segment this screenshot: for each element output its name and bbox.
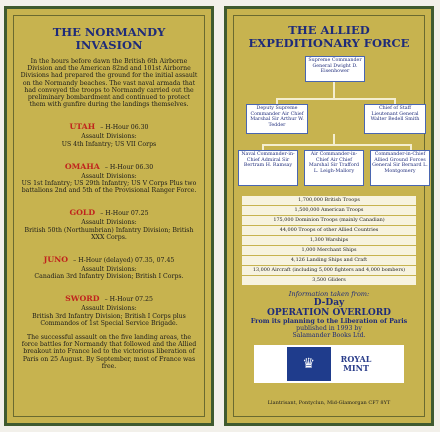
beach-omaha — [14, 154, 204, 195]
beach-hour: – H-Hour 06.30 — [104, 163, 154, 171]
logo-text-line-1: ROYAL — [340, 354, 372, 364]
info-publisher: Salamander Books Ltd. — [292, 332, 366, 339]
crown-crest-icon: ♛ — [287, 347, 331, 381]
beach-hour: – H-Hour 07.25 — [104, 296, 153, 304]
statistics-list — [234, 196, 424, 285]
info-subtitle: From its planning to the Liberation of Paris — [250, 317, 408, 325]
beach-sword — [14, 286, 204, 327]
stat-row: 175,000 Dominion Troops (mainly Canadian) — [242, 216, 416, 225]
right-title-line-1: THE ALLIED — [288, 23, 370, 37]
stat-row: 3,500 Gliders — [242, 276, 416, 285]
stat-row: 1,300 Warships — [242, 236, 416, 245]
org-box-ground-commander: Commander-in-Chief Allied Ground Forces General Sir Bernard L. Montgomery — [370, 150, 430, 186]
beach-name: JUNO — [43, 255, 69, 265]
beach-utah — [14, 114, 204, 147]
org-box-deputy: Deputy Supreme Commander Air Chief Marshal Sir Arthur W. Tedder — [246, 104, 308, 134]
right-title-line-2: EXPEDITIONARY FORCE — [248, 36, 410, 50]
right-panel — [224, 6, 434, 426]
royal-mint-wordmark — [341, 355, 372, 373]
right-inner-border — [233, 15, 428, 417]
stat-row: 44,000 Troops of other Allied Countries — [242, 226, 416, 235]
beach-gold — [14, 200, 204, 241]
right-title — [238, 24, 420, 50]
beach-subheading: Assault Divisions: — [81, 133, 137, 141]
beach-detail: US 1st Infantry; US 29th Infantry; US V Corps Plus two battalions 2nd and 5th of the Provisional Ranger Force. — [21, 180, 197, 195]
left-title — [18, 26, 200, 52]
beach-subheading: Assault Divisions: — [81, 172, 137, 180]
beach-name: GOLD — [69, 208, 96, 218]
beach-subheading: Assault Divisions: — [81, 266, 137, 274]
left-inner-border — [13, 15, 205, 417]
source-info — [240, 290, 418, 339]
left-title-line-1: THE NORMANDY — [52, 25, 166, 39]
info-published: published in 1993 by — [296, 325, 362, 332]
outro-paragraph: The successful assault on the five landing areas, the force battles for Normandy that followed and the Allied breakout into France led to the victorious liberation of Paris on 25 August. By September, most of France was free. — [21, 334, 197, 370]
beach-detail: US 4th Infantry; US VII Corps — [61, 140, 157, 148]
info-title-line-2: OPERATION OVERLORD — [266, 308, 391, 318]
beach-hour: – H-Hour (delayed) 07.35, 07.45 — [73, 257, 175, 265]
stat-row: 1,000 Merchant Ships — [242, 246, 416, 255]
beach-name: UTAH — [69, 122, 96, 132]
beach-detail: Canadian 3rd Infantry Division; British I Corps. — [34, 273, 184, 281]
stat-row: 1,500,000 American Troops — [242, 206, 416, 215]
intro-paragraph: In the hours before dawn the British 6th Airborne Division and the American 82nd and 101st Airborne Divisions had prepared the ground for the initial assault on the Normandy beaches. The vast naval armada that had conveyed the troops to Normandy carried out the preliminary bombardment and continued to protect them with gunfire during the landings themselves. — [20, 58, 198, 109]
org-box-naval-commander: Naval Commander-in-Chief Admiral Sir Bertram H. Ramsay — [238, 150, 298, 186]
stat-row: 13,000 Aircraft (including 5,000 fighters and 4,000 bombers) — [242, 266, 416, 275]
org-box-supreme-commander: Supreme Commander General Dwight D. Eisenhower — [305, 56, 365, 82]
beach-hour: – H-Hour 07.25 — [100, 210, 149, 218]
stat-row: 1,700,000 British Troops — [242, 196, 416, 205]
org-box-chief-of-staff: Chief of Staff Lieutenant General Walter Bedell Smith — [364, 104, 426, 134]
org-box-air-commander: Air Commander-in-Chief Air Chief Marshal Sir Trafford L. Leigh-Mallory — [304, 150, 364, 186]
footer-address: Llantrisant, Pontyclun, Mid-Glamorgan CF7 8YT — [267, 400, 391, 406]
beach-detail: British 3rd Infantry Division; British I Corps plus Commandos of 1st Special Service Brigade. — [32, 312, 186, 327]
info-label: Information taken from: — [288, 290, 370, 298]
beach-name: SWORD — [65, 294, 100, 304]
logo-text-line-2: MINT — [343, 363, 369, 373]
org-chart — [238, 54, 428, 194]
stat-row: 4,126 Landing Ships and Craft — [242, 256, 416, 265]
beach-hour: – H-Hour 06.30 — [100, 124, 149, 132]
royal-mint-logo — [254, 345, 404, 383]
beach-subheading: Assault Divisions: — [81, 219, 137, 227]
left-title-line-2: INVASION — [75, 38, 143, 52]
info-title-line-1: D-Day — [313, 298, 345, 308]
left-panel — [4, 6, 214, 426]
beach-name: OMAHA — [64, 161, 100, 171]
beach-subheading: Assault Divisions: — [81, 305, 137, 313]
beach-detail: British 50th (Northumbrian) Infantry Division; British XXX Corps. — [24, 226, 194, 241]
beach-juno — [14, 247, 204, 280]
